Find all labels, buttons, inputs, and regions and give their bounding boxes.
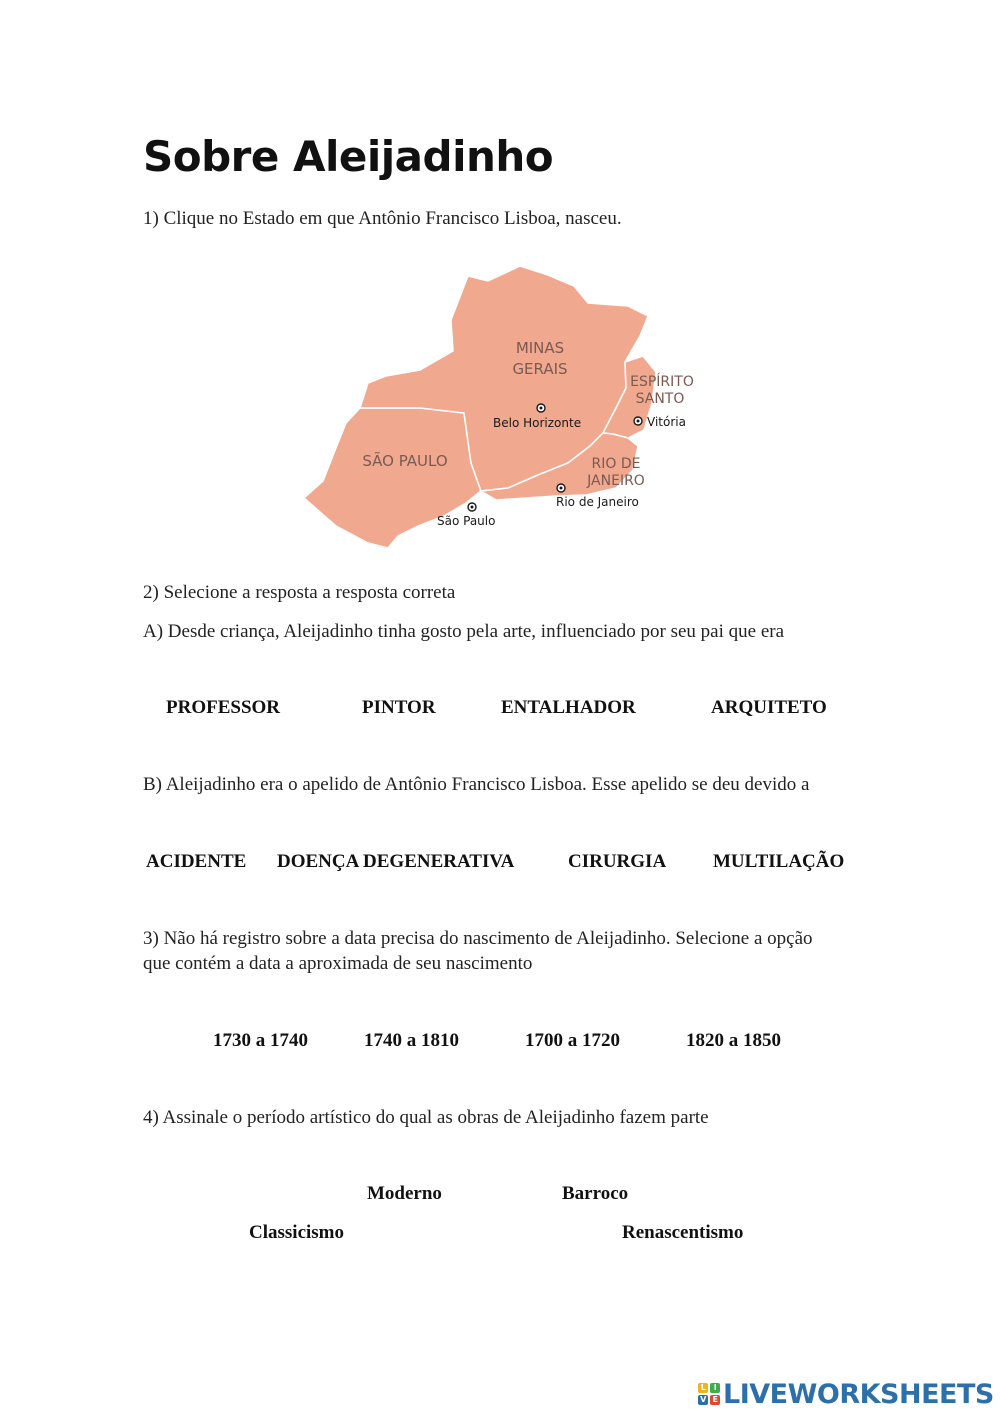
city-label-belo-horizonte: Belo Horizonte [493, 416, 582, 430]
label-minas: MINAS [515, 339, 565, 357]
label-espirito: ESPÍRITO [630, 374, 694, 390]
southeast-brazil-map [268, 248, 728, 566]
liveworksheets-logo [698, 1378, 994, 1410]
city-label-vitoria: Vitória [647, 415, 686, 429]
label-gerais: GERAIS [512, 360, 568, 378]
option-entalhador[interactable]: ENTALHADOR [501, 697, 636, 718]
page-title: Sobre Aleijadinho [143, 132, 554, 181]
option-barroco[interactable]: Barroco [562, 1183, 629, 1204]
city-dot-vitoria [637, 420, 640, 423]
logo-letter-l: L [698, 1383, 708, 1393]
question-3-text-line1: 3) Não há registro sobre a data precisa do nascimento de Aleijadinho. Selecione a opção [143, 928, 813, 949]
option-renascentismo[interactable]: Renascentismo [622, 1222, 744, 1243]
option-pintor[interactable]: PINTOR [362, 697, 436, 718]
logo-letter-v: V [698, 1395, 708, 1405]
option-professor[interactable]: PROFESSOR [166, 697, 281, 718]
question-1-text: 1) Clique no Estado em que Antônio Francisco Lisboa, nasceu. [143, 208, 622, 229]
label-janeiro: JANEIRO [587, 473, 645, 489]
logo-letter-i: I [710, 1383, 720, 1393]
option-multilacao[interactable]: MULTILAÇÃO [713, 851, 845, 872]
option-1700-1720[interactable]: 1700 a 1720 [525, 1030, 620, 1051]
city-label-sao-paulo: São Paulo [437, 514, 496, 528]
city-dot-sao-paulo [471, 506, 474, 509]
question-2a-text: A) Desde criança, Aleijadinho tinha gosto pela arte, influenciado por seu pai que era [143, 621, 785, 642]
option-acidente[interactable]: ACIDENTE [146, 851, 247, 872]
label-santo: SANTO [635, 391, 685, 407]
label-sao-paulo-state: SÃO PAULO [362, 452, 448, 470]
logo-mark-icon [698, 1383, 720, 1405]
label-rio-de: RIO DE [591, 456, 641, 472]
question-2-text: 2) Selecione a resposta a resposta correta [143, 582, 456, 603]
city-label-rio-de-janeiro: Rio de Janeiro [556, 495, 639, 509]
question-4-text: 4) Assinale o período artístico do qual as obras de Aleijadinho fazem parte [143, 1107, 709, 1128]
logo-text: LIVEWORKSHEETS [723, 1378, 994, 1410]
city-dot-bh [540, 407, 543, 410]
option-doenca-degenerativa[interactable]: DOENÇA DEGENERATIVA [277, 851, 515, 872]
question-3-text-line2: que contém a data a aproximada de seu nascimento [143, 953, 533, 974]
option-cirurgia[interactable]: CIRURGIA [568, 851, 667, 872]
option-1740-1810[interactable]: 1740 a 1810 [364, 1030, 459, 1051]
option-classicismo[interactable]: Classicismo [249, 1222, 344, 1243]
city-dot-rio [560, 487, 563, 490]
option-1730-1740[interactable]: 1730 a 1740 [213, 1030, 308, 1051]
option-arquiteto[interactable]: ARQUITETO [711, 697, 827, 718]
option-moderno[interactable]: Moderno [367, 1183, 442, 1204]
question-2b-text: B) Aleijadinho era o apelido de Antônio Francisco Lisboa. Esse apelido se deu devido a [143, 774, 810, 795]
option-1820-1850[interactable]: 1820 a 1850 [686, 1030, 781, 1051]
logo-letter-e: E [710, 1395, 720, 1405]
